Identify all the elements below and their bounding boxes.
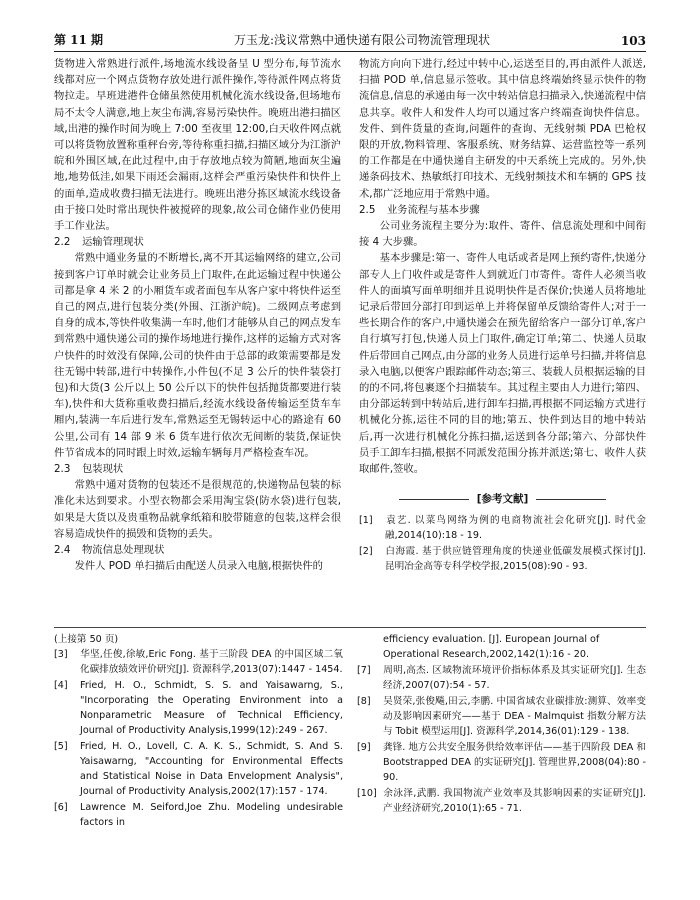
reference-number: [9]: [357, 741, 371, 753]
reference-item: [357, 694, 646, 739]
reference-number: [5]: [54, 741, 68, 753]
paragraph: 发件人 POD 单扫描后由配送人员录入电脑,根据快件的: [74, 560, 323, 573]
section-heading: [359, 202, 646, 218]
reference-text: 白海霞. 基于供应链管理角度的快递业低碳发展模式探讨[J]. 昆明冶金高等专科学校学报,2015(08):90 - 93.: [385, 546, 646, 573]
reference-text: 袁艺. 以菜鸟网络为例的电商物流社会化研究[J]. 时代金融,2014(10):18 - 19.: [385, 515, 646, 542]
bottom-left-column: [54, 632, 343, 831]
issue-number: 第 11 期: [54, 33, 104, 47]
reference-item: [54, 800, 343, 830]
reference-number: [6]: [54, 802, 68, 814]
paragraph: 物流方向向下进行,经过中转中心,运送至目的,再由派件人派送,扫描 POD 单,信息显示签收。其中信息终端始终显示快件的物流信息,信息的承递由每一次中转站信息扫描录入,快递流程中信息共享。收件人和发件人均可以通过客户终端查询快件信息。发件、到件货量的查询,问题件的查询、无线射频 PDA 巴枪权限的开放,物料管理、客服系统、财务结算、运营监控等一系列的工作都是在中通快递自主研发的中天系统上完成的。另外,快递条码技术、热敏纸打印技术、无线射频技术和车辆的 GPS 技术,都广泛地应用于常熟中通。: [359, 58, 646, 200]
section-title: 运输管理现状: [82, 236, 144, 249]
reference-text: 龚锋. 地方公共安全服务供给效率评估——基于四阶段 DEA 和 Bootstrapped DEA 的实证研究[J]. 管理世界,2008(04):80 - 90.: [383, 741, 646, 783]
page-header: [54, 20, 646, 52]
paragraph: 公司业务流程主要分为:取件、寄件、信息流处理和中间衔接 4 大步骤。: [359, 220, 646, 249]
paragraph: 基本步骤是:第一、寄件人电话或者是网上预约寄件,快递分部专人上门收件或是寄件人到就近门市寄件。寄件人必须当收件人的面填写面单明细并且说明快件是否保价;快递人员将地址记录后带回分部打印到运单上并将保留单反馈给寄件人;对于一些长期合作的客户,中通快递会在预先留给客户一部分订单,客户自行填写打包,快递人员上门取件,确定订单;第二、快递人员取件后带回自己网点,由分部的业务人员进行运单号扫描,并将信息录入电脑,以便客户跟踪邮件动态;第三、装载人员根据运输的目的的不同,将包裹逐个扫描装车。其过程主要由人力进行;第四、由分部运转到中转站后,进行卸车扫描,再根据不同运输方式进行机械化分拣,运往不同的目的地;第五、快件到达目的地中转站后,再一次进行机械化分拣扫描,运送到各分部;第六、分部快件员手工卸车扫描,根据不同派发范围分拣并派送;第七、收件人获取邮件,签收。: [359, 252, 646, 476]
reference-continuation: efficiency evaluation. [J]. European Journal of Operational Research,2002,142(1):16 - 20.: [383, 634, 600, 661]
section-number: 2.4: [54, 544, 71, 557]
section-title: 物流信息处理现状: [82, 544, 165, 557]
body-columns: [54, 56, 646, 575]
reference-number: [3]: [54, 649, 68, 661]
reference-item: [357, 786, 646, 816]
reference-item: [357, 740, 646, 785]
reference-item: [54, 647, 343, 677]
continued-note: (上接第 50 页): [54, 634, 119, 645]
continued-references: [54, 632, 646, 831]
section-number: 2.2: [54, 236, 71, 249]
running-title: 万玉龙:浅议常熟中通快递有限公司物流管理现状: [233, 33, 491, 47]
reference-number: [7]: [357, 664, 371, 676]
section-number: 2.3: [54, 463, 71, 476]
reference-text: 余泳泽,武鹏. 我国物流产业效率及其影响因素的实证研究[J]. 产业经济研究,2010(1):65 - 71.: [383, 787, 646, 814]
reference-text: Lawrence M. Seiford,Joe Zhu. Modeling undesirable factors in: [80, 802, 343, 829]
reference-item: [359, 544, 646, 574]
reference-text: Fried, H. O., Lovell, C. A. K. S., Schmidt, S. And S. Yaisawarng, "Accounting for Environmental Effects and Statistical Noise in Data Envelopment Analysis", Journal of Productivity Analysis,2002(17):157 - 174.: [80, 741, 343, 798]
reference-item: [54, 739, 343, 799]
bottom-right-column: [357, 632, 646, 831]
reference-number: [10]: [357, 787, 377, 799]
reference-text: 华坚,任俊,徐敏,Eric Fong. 基于三阶段 DEA 的中国区域二氧化碳排放绩效评价研究[J]. 资源科学,2013(07):1447 - 1454.: [80, 649, 343, 676]
paragraph: 常熟中通业务量的不断增长,离不开其运输网络的建立,公司接到客户订单时就会让业务员上门取件,在此运输过程中快递公司都是拿 4 米 2 的小厢货车或者面包车从客户家中将快件运至自己的网点,进行包装分类(外围、江浙沪皖)。二级网点考虑到自身的成本,等快件收集满一车时,他们才能够从自己的网点发车到常熟中通快递公司的操作场地进行操作,这样的运输方式对客户快件的时效没有保障,公司的快件由于总部的政策需要都是发往无锡中转部,进行中转操作,小件包(不足 3 公斤的快件装袋打包)和大货(3 公斤以上 50 公斤以下的快件包括抛货都要进行装车),快件和大货称重收费扫描后,经流水线设备传输运至货车车厢内,装满一车后进行发车,常熟运至无锡转运中心的路途有 60 公里,公司有 14 部 9 米 6 货车进行依次无间断的装货,保证快件节省成本的同时跟上时效,运输车辆每月严格检查车况。: [54, 252, 341, 459]
page-number: 103: [620, 34, 646, 48]
section-divider: [54, 627, 646, 628]
reference-item: [54, 678, 343, 738]
reference-text: 吴贤荣,张俊飚,田云,李鹏. 中国省域农业碳排放:测算、效率变动及影响因素研究——基于 DEA - Malmquist 指数分解方法与 Tobit 模型运用[J]. 资源科学,2014,36(01):129 - 138.: [383, 695, 646, 737]
reference-item: [357, 663, 646, 693]
reference-number: [2]: [359, 546, 373, 558]
reference-number: [4]: [54, 680, 68, 692]
left-column: [54, 56, 341, 575]
references-heading: [参考文献]: [359, 491, 646, 507]
section-heading: [54, 542, 341, 558]
reference-text: Fried, H. O., Schmidt, S. S. and Yaisawarng, S., "Incorporating the Operating Environment into a Nonparametric Measure of Technical Efficiency, Journal of Productivity Analysis,1999(12):249 - 267.: [80, 680, 343, 737]
section-title: 包装现状: [82, 463, 124, 476]
paragraph: 常熟中通对货物的包装还不是很规范的,快递物品包装的标准化未达到要求。小型衣物都会采用淘宝袋(防水袋)进行包装,如果是大货以及贵重物品就拿纸箱和胶带随意的包装,这样会很容易造成快件的损毁和货物的丢失。: [54, 479, 341, 540]
reference-number: [8]: [357, 695, 371, 707]
right-column: [359, 56, 646, 575]
reference-item: [359, 513, 646, 543]
section-heading: [54, 234, 341, 250]
paragraph: 货物进入常熟进行派件,场地流水线设备呈 U 型分布,每节流水线都对应一个网点货物存放处进行派件操作,等待派件网点将货物拉走。早班进港件仓储虽然使用机械化流水线设备,但场地布局不太令人满意,地上灰尘布满,容易污染快件。晚班出港扫描区域,出港的操作时间为晚上 7:00 至夜里 12:00,白天收件网点就可以将货物放置称重秤台旁,等待称重扫描,扫描区域分为江浙沪皖和外围区域,在此过程中,由于存放地点较为简陋,地面灰尘遍地,地势低洼,如果下雨还会漏雨,这样会严重污染快件和快件上的面单,造成收费扫描无法进行。晚班出港分拣区域流水线设备由于接口处时常出现快件被搅碎的现象,故公司仓储作业仍使用手工作业法。: [54, 58, 341, 233]
section-heading: [54, 461, 341, 477]
section-number: 2.5: [359, 203, 376, 216]
section-title: 业务流程与基本步骤: [387, 203, 480, 216]
reference-text: 周明,高杰. 区域物流环境评价指标体系及其实证研究[J]. 生态经济,2007(07):54 - 57.: [383, 664, 646, 691]
reference-number: [1]: [359, 515, 373, 527]
